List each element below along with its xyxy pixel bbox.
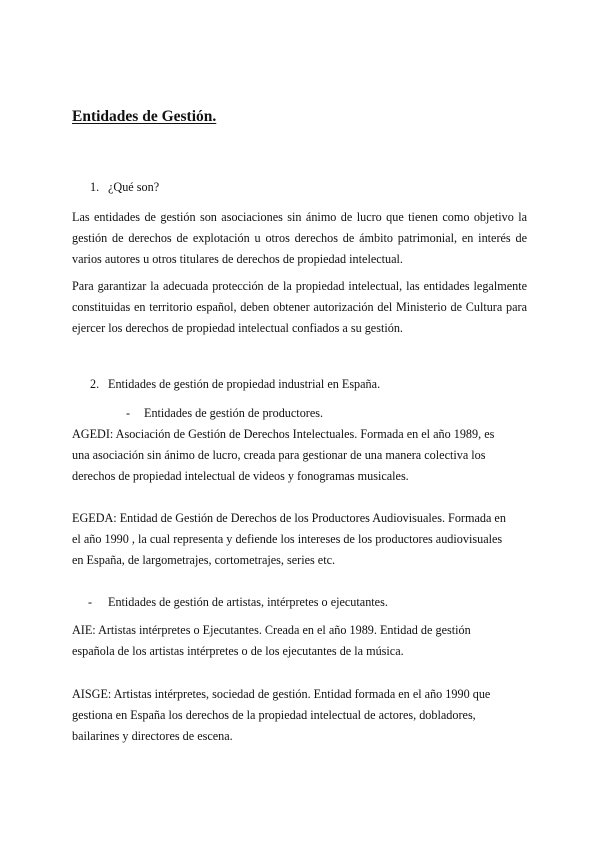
section-2-number: 2.: [90, 377, 100, 391]
agedi-paragraph: AGEDI: Asociación de Gestión de Derechos Intelectuales. Formada en el año 1989, es una asociación sin ánimo de lucro, creada para gestionar de una manera colectiva los derechos de propiedad intelectual de videos y fonogramas musicales.: [72, 427, 495, 483]
subsection-heading-text: Entidades de gestión de productores.: [144, 406, 324, 420]
section-2-heading: [90, 377, 380, 392]
document-title: Entidades de Gestión.: [72, 108, 217, 125]
section-1-paragraph: Las entidades de gestión son asociaciones sin ánimo de lucro que tienen como objetivo la gestión de derechos de explotación u otros derechos de ámbito patrimonial, en interés de varios autores u otros titulares de derechos de propiedad intelectual.: [72, 210, 527, 266]
egeda-paragraph: EGEDA: Entidad de Gestión de Derechos de los Productores Audiovisuales. Formada en el año 1990 , la cual representa y defiende los intereses de los productores audiovisuales en España, de largometrajes, cortometrajes, series etc.: [72, 511, 506, 567]
section-1-heading: [90, 180, 159, 195]
bullet-dash: -: [88, 595, 93, 609]
section-1-heading-text: ¿Qué son?: [108, 180, 160, 194]
subsection-heading-text: Entidades de gestión de artistas, intérpretes o ejecutantes.: [108, 595, 388, 609]
section-1-number: 1.: [90, 180, 100, 194]
section-1-paragraph: Para garantizar la adecuada protección de la propiedad intelectual, las entidades legalmente constituidas en territorio español, deben obtener autorización del Ministerio de Cultura para ejercer los derechos de propiedad intelectual confiados a su gestión.: [72, 279, 527, 335]
bullet-dash: -: [126, 406, 131, 420]
section-2-heading-text: Entidades de gestión de propiedad industrial en España.: [108, 377, 381, 391]
aie-paragraph: AIE: Artistas intérpretes o Ejecutantes. Creada en el año 1989. Entidad de gestión española de los artistas intérpretes o de los ejecutantes de la música.: [72, 623, 471, 658]
subsection-artistas-heading: [88, 595, 388, 610]
aisge-paragraph: AISGE: Artistas intérpretes, sociedad de gestión. Entidad formada en el año 1990 que gestiona en España los derechos de la propiedad intelectual de actores, dobladores, bailarines y directores de escena.: [72, 687, 491, 743]
subsection-productores-heading: [126, 406, 323, 421]
